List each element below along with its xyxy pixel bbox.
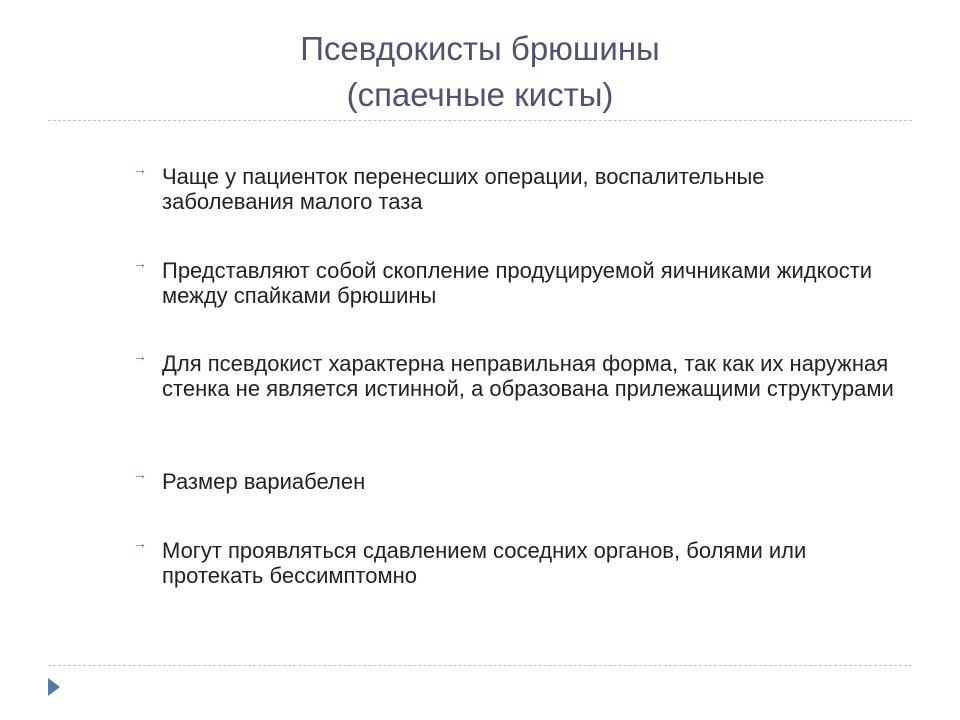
title-line-1: Псевдокисты брюшины — [300, 30, 660, 67]
bottom-divider — [48, 665, 912, 666]
bullet-text: Чаще у пациенток перенесших операции, воспалительные заболевания малого таза — [162, 164, 765, 214]
arrow-right-icon: → — [133, 348, 147, 364]
arrow-right-icon: → — [133, 535, 147, 551]
bullet-text: Представляют собой скопление продуцируемой яичниками жидкости между спайками брюшины — [162, 258, 873, 308]
slide-title — [0, 26, 960, 118]
bullet-text: Размер вариабелен — [162, 469, 366, 494]
arrow-right-icon: → — [133, 161, 147, 177]
top-divider — [48, 120, 912, 121]
arrow-right-icon: → — [133, 466, 147, 482]
arrow-right-icon: → — [133, 255, 147, 271]
triangle-right-icon[interactable] — [48, 678, 60, 696]
title-line-2: (спаечные кисты) — [346, 76, 614, 113]
bullet-text: Для псевдокист характерна неправильная форма, так как их наружная стенка не является истинной, а образована прилежащими структурами — [162, 351, 894, 401]
bullet-text: Могут проявляться сдавлением соседних органов, болями или протекать бессимптомно — [162, 538, 807, 588]
